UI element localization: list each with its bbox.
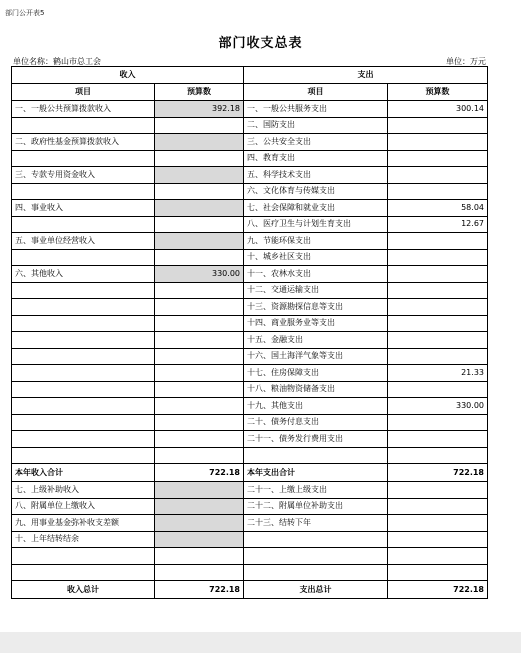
expense-budget-cell [388,482,488,499]
table-row [12,101,488,118]
expense-budget-cell: 330.00 [388,398,488,415]
income-budget-cell [155,249,244,266]
income-item-cell: 九、用事业基金弥补收支差额 [12,515,155,532]
income-item-cell [12,299,155,316]
expense-item-cell: 十、城乡社区支出 [244,249,388,266]
expense-budget-cell [388,282,488,299]
expense-budget-cell [388,447,488,464]
income-item-cell: 四、事业收入 [12,200,155,217]
income-budget-cell [155,365,244,382]
income-item-cell: 二、政府性基金预算拨款收入 [12,134,155,151]
grand-expense-total-label: 支出总计 [244,581,388,599]
income-budget-cell [155,348,244,365]
income-item-cell [12,249,155,266]
expense-budget-cell [388,381,488,398]
annual-expense-total-label: 本年支出合计 [244,464,388,482]
income-expense-table [11,66,488,599]
income-item-cell [12,348,155,365]
table-row [12,381,488,398]
income-item-cell [12,365,155,382]
table-row [12,398,488,415]
table-row [12,431,488,448]
income-budget-cell [155,431,244,448]
page-title: 部门收支总表 [218,36,303,51]
income-item-cell [12,414,155,431]
table-row [12,249,488,266]
expense-item-cell [244,531,388,548]
table-row [12,348,488,365]
expense-budget-cell [388,348,488,365]
income-budget-cell [155,482,244,499]
expense-item-cell: 四、教育支出 [244,150,388,167]
income-budget-cell [155,167,244,184]
expense-item-cell: 十九、其他支出 [244,398,388,415]
expense-budget-cell [388,299,488,316]
expense-item-cell: 二十、债务付息支出 [244,414,388,431]
income-budget-cell [155,216,244,233]
expense-item-cell: 五、科学技术支出 [244,167,388,184]
expense-item-cell: 十三、资源勘探信息等支出 [244,299,388,316]
expense-budget-cell [388,117,488,134]
grand-total-row [12,581,488,599]
income-item-cell [12,564,155,581]
income-budget-cell [155,117,244,134]
expense-budget-cell [388,315,488,332]
table-row [12,531,488,548]
income-item-cell: 三、专款专用资金收入 [12,167,155,184]
expense-budget-cell [388,498,488,515]
expense-item-cell: 九、节能环保支出 [244,233,388,250]
expense-item-cell: 二十一、上缴上级支出 [244,482,388,499]
expense-budget-cell: 12.67 [388,216,488,233]
expense-budget-cell [388,167,488,184]
income-item-cell: 十、上年结转结余 [12,531,155,548]
income-budget-cell [155,233,244,250]
income-item-cell [12,548,155,565]
income-item-cell [12,282,155,299]
table-row [12,282,488,299]
expense-item-cell: 十二、交通运输支出 [244,282,388,299]
expense-budget-cell [388,249,488,266]
income-budget-cell [155,398,244,415]
income-budget-cell [155,564,244,581]
expense-item-cell: 十一、农林水支出 [244,266,388,283]
bottom-strip [0,632,521,653]
expense-item-cell: 十七、住房保障支出 [244,365,388,382]
table-row [12,447,488,464]
expense-budget-cell [388,548,488,565]
table-row [12,365,488,382]
income-budget-cell: 330.00 [155,266,244,283]
income-budget-cell [155,315,244,332]
unit-name: 单位名称：鹤山市总工会 [13,57,101,66]
table-row [12,117,488,134]
money-unit: 单位：万元 [446,57,486,66]
expense-budget-cell: 300.14 [388,101,488,118]
table-row [12,134,488,151]
income-budget-cell [155,381,244,398]
expense-item-cell [244,548,388,565]
expense-budget-cell [388,564,488,581]
annual-expense-total-value: 722.18 [388,464,488,482]
table-row [12,233,488,250]
grand-income-total-value: 722.18 [155,581,244,599]
income-section-header: 收入 [12,67,244,84]
income-item-cell [12,150,155,167]
income-budget-cell [155,332,244,349]
income-item-cell: 一、一般公共预算拨款收入 [12,101,155,118]
expense-budget-cell [388,266,488,283]
expense-item-cell [244,564,388,581]
expense-budget-cell [388,150,488,167]
table-row [12,498,488,515]
income-item-cell [12,431,155,448]
table-row [12,150,488,167]
expense-budget-cell: 21.33 [388,365,488,382]
expense-item-header: 项目 [244,84,388,101]
income-item-cell [12,117,155,134]
expense-item-cell: 二十二、附属单位补助支出 [244,498,388,515]
income-item-cell: 八、附属单位上缴收入 [12,498,155,515]
income-budget-cell [155,200,244,217]
annual-total-row [12,464,488,482]
expense-budget-cell [388,414,488,431]
table-row [12,266,488,283]
expense-budget-cell [388,431,488,448]
income-budget-cell: 392.18 [155,101,244,118]
table-row [12,299,488,316]
grand-expense-total-value: 722.18 [388,581,488,599]
expense-item-cell [244,447,388,464]
expense-item-cell: 十四、商业服务业等支出 [244,315,388,332]
expense-budget-cell [388,531,488,548]
expense-budget-cell [388,134,488,151]
expense-item-cell: 一、一般公共服务支出 [244,101,388,118]
expense-budget-cell [388,515,488,532]
income-item-cell: 五、事业单位经营收入 [12,233,155,250]
income-item-cell: 六、其他收入 [12,266,155,283]
expense-budget-cell [388,183,488,200]
expense-budget-cell [388,233,488,250]
income-budget-cell [155,150,244,167]
income-item-cell [12,183,155,200]
table-row [12,200,488,217]
expense-item-cell: 八、医疗卫生与计划生育支出 [244,216,388,233]
table-row [12,216,488,233]
income-item-cell [12,381,155,398]
expense-item-cell: 二十三、结转下年 [244,515,388,532]
income-budget-cell [155,282,244,299]
table-row [12,315,488,332]
expense-budget-cell: 58.04 [388,200,488,217]
income-item-cell [12,447,155,464]
income-budget-cell [155,515,244,532]
expense-item-cell: 十五、金融支出 [244,332,388,349]
expense-budget-header: 预算数 [388,84,488,101]
income-item-cell [12,332,155,349]
form-number: 部门公开表5 [5,9,45,17]
table-row [12,414,488,431]
annual-income-total-value: 722.18 [155,464,244,482]
table-row [12,515,488,532]
income-budget-cell [155,498,244,515]
expense-budget-cell [388,332,488,349]
income-item-cell [12,216,155,233]
expense-item-cell: 二十一、债务发行费用支出 [244,431,388,448]
income-budget-cell [155,531,244,548]
income-budget-cell [155,548,244,565]
table-row [12,183,488,200]
income-item-header: 项目 [12,84,155,101]
income-budget-cell [155,414,244,431]
income-budget-cell [155,134,244,151]
expense-section-header: 支出 [244,67,488,84]
table-row [12,548,488,565]
annual-income-total-label: 本年收入合计 [12,464,155,482]
expense-item-cell: 六、文化体育与传媒支出 [244,183,388,200]
income-budget-cell [155,183,244,200]
expense-item-cell: 十八、粮油物资储备支出 [244,381,388,398]
expense-item-cell: 七、社会保障和就业支出 [244,200,388,217]
expense-item-cell: 十六、国土海洋气象等支出 [244,348,388,365]
income-budget-cell [155,299,244,316]
income-item-cell [12,315,155,332]
income-item-cell [12,398,155,415]
income-item-cell: 七、上级补助收入 [12,482,155,499]
income-budget-cell [155,447,244,464]
income-budget-header: 预算数 [155,84,244,101]
table-row [12,564,488,581]
table-row [12,167,488,184]
table-row [12,332,488,349]
expense-item-cell: 二、国防支出 [244,117,388,134]
table-row [12,482,488,499]
expense-item-cell: 三、公共安全支出 [244,134,388,151]
grand-income-total-label: 收入总计 [12,581,155,599]
